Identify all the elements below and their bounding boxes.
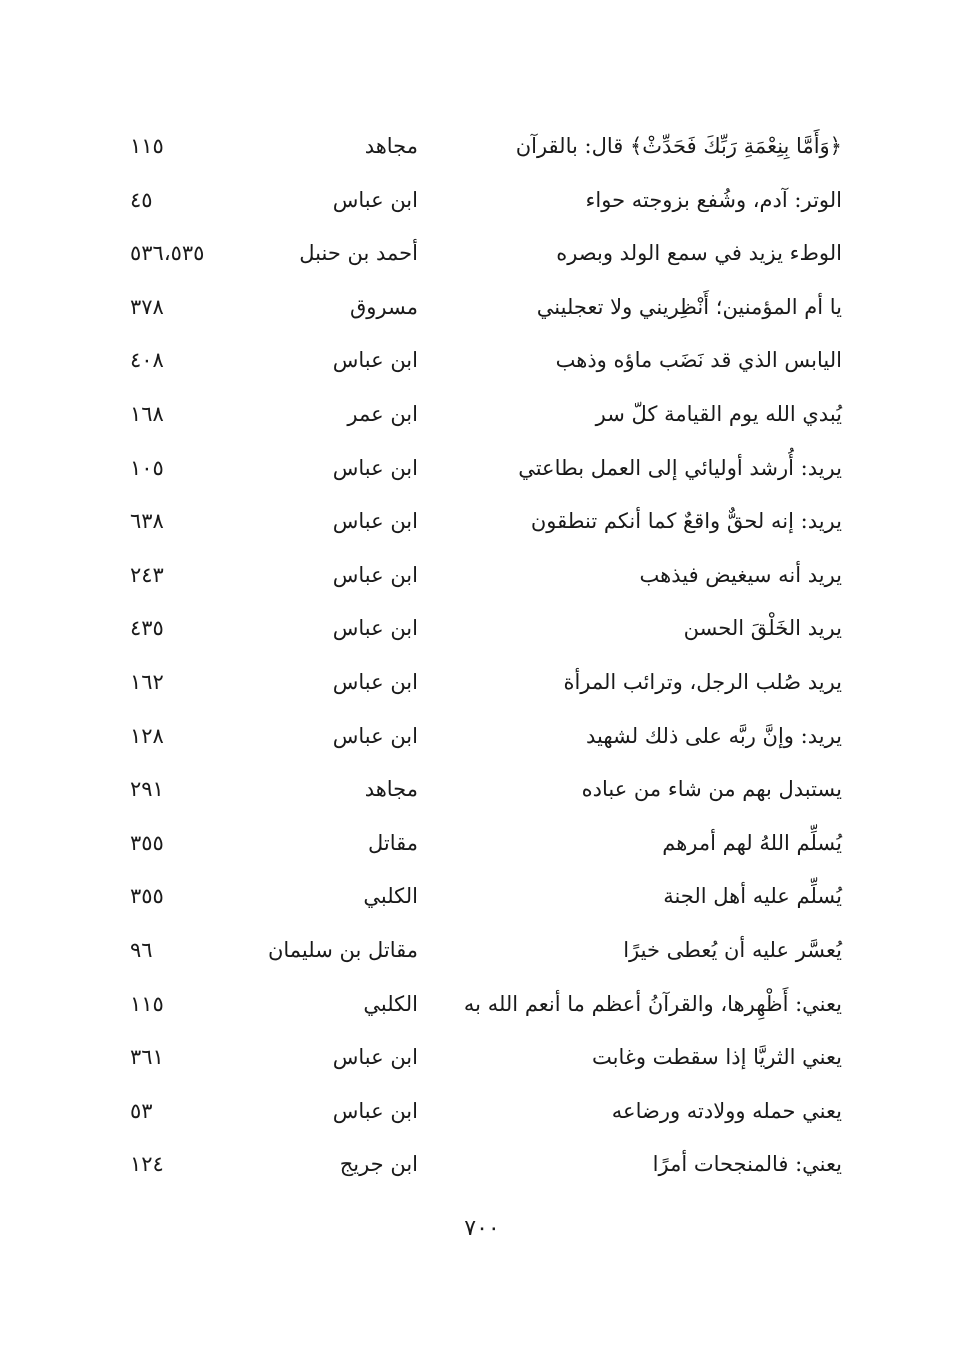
index-row [100,712,860,766]
narrator-name: الكلبي [363,884,418,909]
athar-text: يريد: وإنَّ ربَّه على ذلك لشهيد [586,723,842,748]
athar-text: يريد الخَلْقَ الحسن [683,616,842,641]
index-row [100,497,860,551]
athar-text: يُسلِّم عليه أهل الجنة [663,884,842,909]
index-row [100,926,860,980]
page-reference: ١١٥ [130,991,164,1016]
page-reference: ٥٣ [130,1098,153,1123]
page-reference: ٤٠٨ [130,348,164,373]
narrator-name: الكلبي [363,991,418,1016]
index-row [100,444,860,498]
page-reference: ٣٦١ [130,1045,164,1070]
index-row [100,872,860,926]
index-row [100,1087,860,1141]
page-reference: ١٦٢ [130,669,164,694]
page-reference: ٢٤٣ [130,562,164,587]
narrator-name: ابن جريج [339,1152,418,1177]
narrator-name: مجاهد [364,777,418,802]
page-reference: ٥٣٦،٥٣٥ [130,241,205,266]
athar-text: يريد: إنه لحقٌّ واقعٌ كما أنكم تنطقون [530,509,842,534]
index-row [100,1140,860,1194]
page-reference: ٩٦ [130,937,153,962]
index-row [100,229,860,283]
page-reference: ٤٣٥ [130,616,164,641]
narrator-name: ابن عباس [332,1045,418,1070]
index-row [100,176,860,230]
narrator-name: مقاتل بن سليمان [267,937,418,962]
page-number: ٧٠٠ [464,1216,500,1241]
index-row [100,765,860,819]
page-reference: ٣٥٥ [130,830,164,855]
index-row [100,336,860,390]
narrator-name: ابن عباس [332,348,418,373]
narrator-name: ابن عباس [332,723,418,748]
page-reference: ١٢٤ [130,1152,164,1177]
page-reference: ٣٧٨ [130,294,164,319]
athar-text: الوطء يزيد في سمع الولد وبصره [556,241,842,266]
athar-text: الوتر: آدم، وشُفع بزوجته حواء [585,187,842,212]
athar-text: يريد صُلب الرجل، وترائب المرأة [563,669,842,694]
narrator-name: ابن عباس [332,187,418,212]
page-reference: ٣٥٥ [130,884,164,909]
athar-text: يعني: فالمنجحات أمرًا [652,1152,842,1177]
athar-text: يريد أنه سيغيض فيذهب [639,562,842,587]
page-reference: ٦٣٨ [130,509,164,534]
narrator-name: ابن عباس [332,562,418,587]
index-row [100,980,860,1034]
athar-text: يعني الثريَّا إذا سقطت وغابت [592,1045,842,1070]
athar-text: يُسلِّم اللهُ لهم أمرهم [662,830,842,855]
athar-text: ﴿وَأَمَّا بِنِعْمَةِ رَبِّكَ فَحَدِّثْ﴾ قال: بالقرآن [515,134,842,158]
index-row [100,122,860,176]
athar-text: يُبدي الله يوم القيامة كلّ سر [595,401,842,426]
index-row [100,604,860,658]
narrator-name: أحمد بن حنبل [299,241,418,266]
index-row [100,551,860,605]
page-reference: ١٠٥ [130,455,164,480]
narrator-name: ابن عمر [347,401,418,426]
index-row [100,390,860,444]
page-reference: ٢٩١ [130,777,164,802]
page-reference: ٤٥ [130,187,153,212]
index-row [100,1033,860,1087]
index-row [100,658,860,712]
narrator-name: مجاهد [364,134,418,158]
page-reference: ١١٥ [130,134,164,158]
narrator-name: مسروق [349,294,418,319]
page-reference: ١٢٨ [130,723,164,748]
page-reference: ١٦٨ [130,401,164,426]
athar-text: يستبدل بهم من شاء من عباده [581,777,842,802]
athar-text: يا أم المؤمنين؛ أَنْظِريني ولا تعجليني [536,294,842,319]
athar-text: يعني حمله وولادته ورضاعه [611,1098,842,1123]
index-row [100,819,860,873]
narrator-name: ابن عباس [332,509,418,534]
athar-text: يعني: أَظْهِرها، والقرآنُ أعظم ما أنعم الله به [463,991,842,1016]
narrator-name: ابن عباس [332,455,418,480]
athar-text: يريد: أُرشد أوليائي إلى العمل بطاعتي [518,455,842,480]
narrator-name: ابن عباس [332,669,418,694]
narrator-name: ابن عباس [332,616,418,641]
athar-text: يُعسَّر عليه أن يُعطى خيرًا [623,937,842,962]
athar-index-table [100,122,860,1194]
index-row [100,283,860,337]
narrator-name: مقاتل [367,830,418,855]
narrator-name: ابن عباس [332,1098,418,1123]
athar-text: اليابس الذي قد نَضَب ماؤه وذهب [555,348,842,373]
